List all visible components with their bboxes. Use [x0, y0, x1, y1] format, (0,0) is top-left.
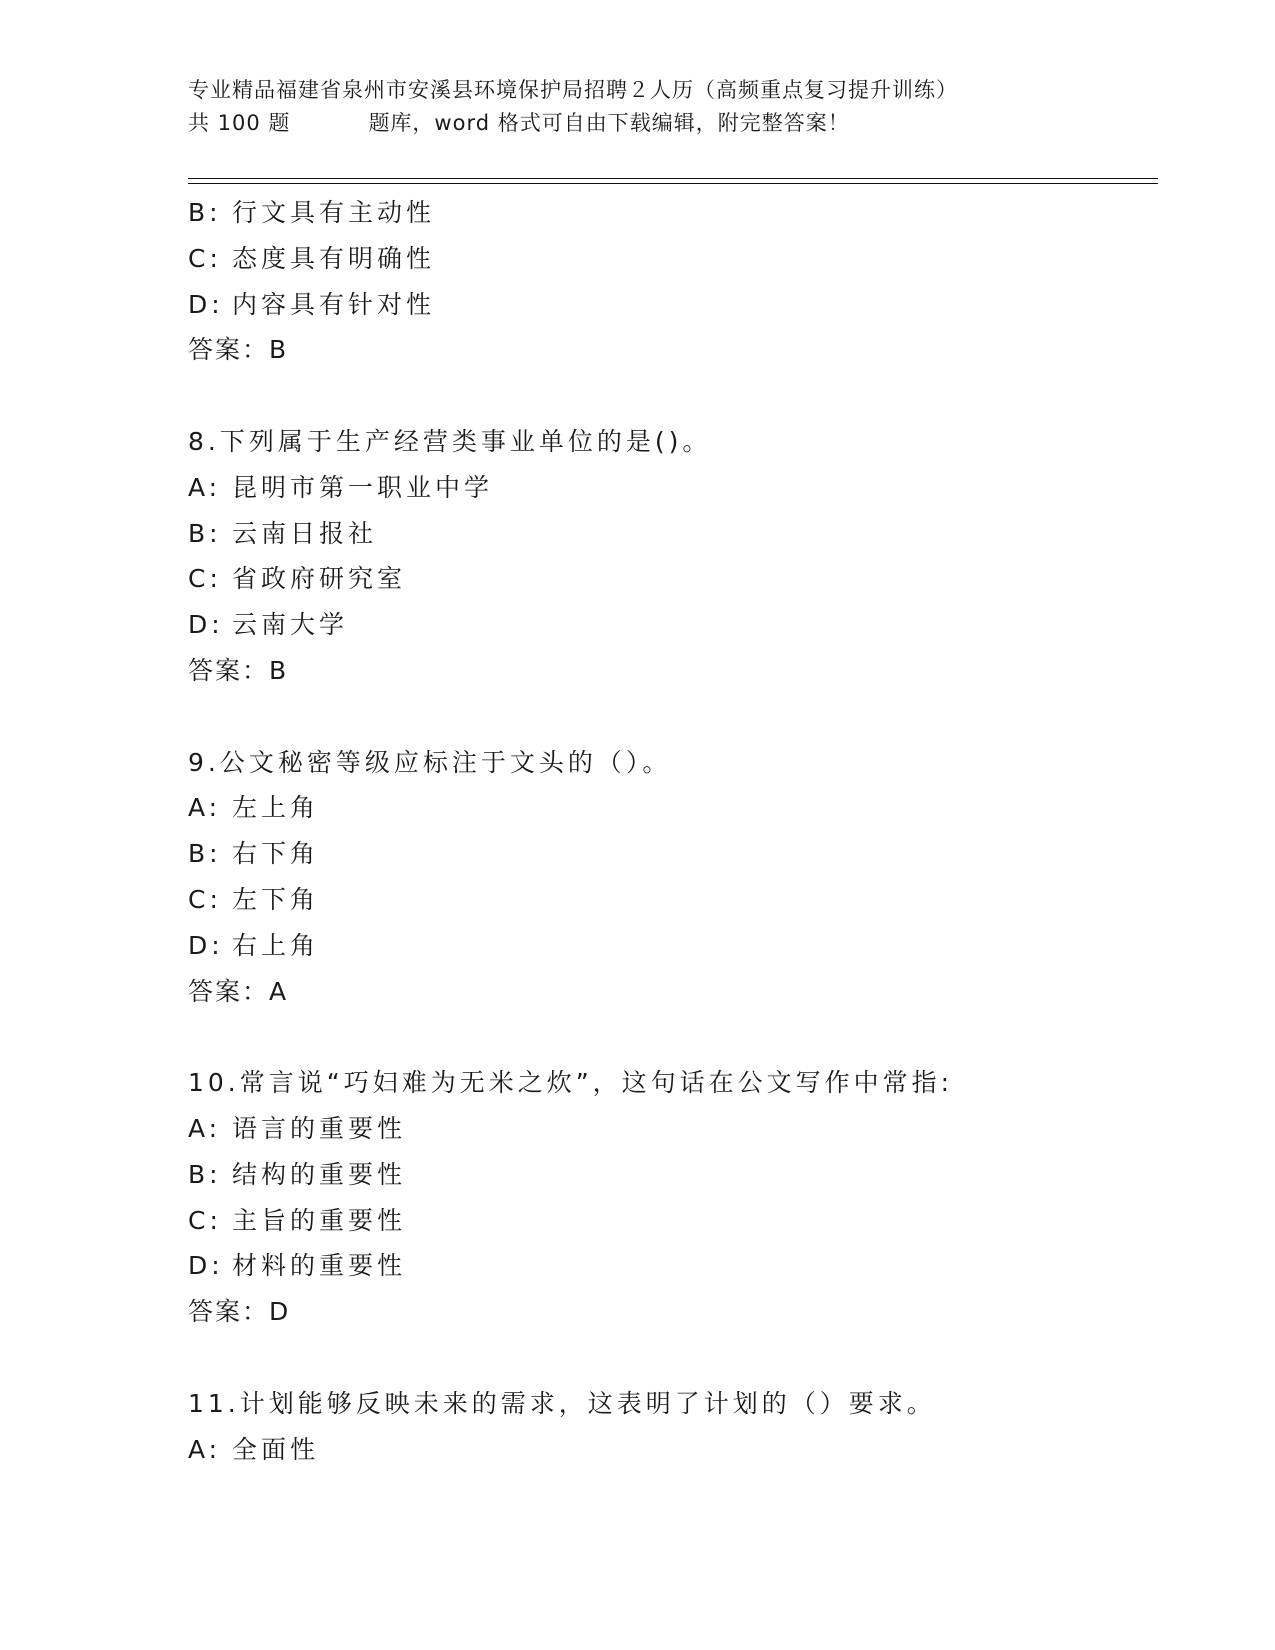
option-d [188, 1243, 1158, 1289]
spacer [188, 1014, 1158, 1060]
option-a [188, 465, 1158, 511]
question-list [188, 190, 1158, 1472]
option-c [188, 236, 1158, 282]
option-text: 态度具有明确性 [232, 243, 436, 273]
option-text: 结构的重要性 [232, 1159, 407, 1189]
document-subtitle [188, 107, 1158, 140]
option-c [188, 556, 1158, 602]
option-a [188, 1427, 1158, 1473]
question-text: 8.下列属于生产经营类事业单位的是()。 [188, 426, 712, 456]
spacer [188, 694, 1158, 740]
option-text: 行文具有主动性 [232, 198, 436, 227]
option-text: 右下角 [232, 839, 320, 869]
question-text: 10.常言说“巧妇难为无米之炊”，这句话在公文写作中常指: [188, 1068, 954, 1098]
option-letter: A: [188, 1434, 222, 1464]
option-letter: C: [188, 564, 222, 594]
answer-line: 答案：B [188, 335, 289, 365]
document-title: 专业精品福建省泉州市安溪县环境保护局招聘２人历（高频重点复习提升训练） [188, 78, 958, 102]
option-letter: D: [188, 1251, 224, 1281]
option-letter: A: [188, 472, 222, 502]
header-divider-top [188, 178, 1158, 179]
answer-line: 答案：D [188, 1297, 291, 1327]
option-text: 省政府研究室 [232, 564, 407, 594]
option-letter: B: [188, 198, 222, 227]
option-d [188, 602, 1158, 648]
option-a [188, 1106, 1158, 1152]
option-text: 主旨的重要性 [232, 1205, 407, 1235]
option-letter: D: [188, 289, 224, 319]
option-b [188, 831, 1158, 877]
option-text: 云南大学 [232, 610, 349, 640]
option-text: 左下角 [232, 884, 320, 914]
option-d [188, 923, 1158, 969]
option-text: 昆明市第一职业中学 [232, 472, 494, 502]
question-text: 9.公文秘密等级应标注于文头的（）。 [188, 747, 672, 777]
spacer [188, 373, 1158, 419]
option-letter: C: [188, 884, 222, 914]
option-c [188, 1198, 1158, 1244]
option-letter: B: [188, 518, 222, 548]
document-header [188, 74, 1158, 140]
option-text: 材料的重要性 [232, 1251, 407, 1281]
option-text: 云南日报社 [232, 518, 378, 548]
question-text: 11.计划能够反映未来的需求，这表明了计划的（）要求。 [188, 1388, 936, 1418]
answer-line: 答案：B [188, 655, 289, 685]
option-text: 全面性 [232, 1434, 320, 1464]
option-letter: B: [188, 1159, 222, 1189]
option-b [188, 1152, 1158, 1198]
option-letter: D: [188, 610, 224, 640]
option-a [188, 785, 1158, 831]
option-b [188, 190, 1158, 236]
option-letter: B: [188, 839, 222, 869]
header-divider-bottom [188, 183, 1158, 184]
option-letter: A: [188, 1113, 222, 1143]
option-letter: D: [188, 930, 224, 960]
document-description: 题库，word 格式可自由下载编辑，附完整答案！ [368, 111, 850, 135]
answer-line: 答案：A [188, 976, 289, 1006]
option-c [188, 877, 1158, 923]
option-b [188, 511, 1158, 557]
option-text: 右上角 [232, 930, 320, 960]
question-count: 共 100 题 [188, 111, 291, 135]
option-text: 左上角 [232, 793, 320, 823]
option-d [188, 282, 1158, 328]
option-letter: A: [188, 793, 222, 823]
option-letter: C: [188, 1205, 222, 1235]
spacer [188, 1335, 1158, 1381]
option-letter: C: [188, 243, 222, 273]
option-text: 内容具有针对性 [232, 289, 436, 319]
option-text: 语言的重要性 [232, 1113, 407, 1143]
